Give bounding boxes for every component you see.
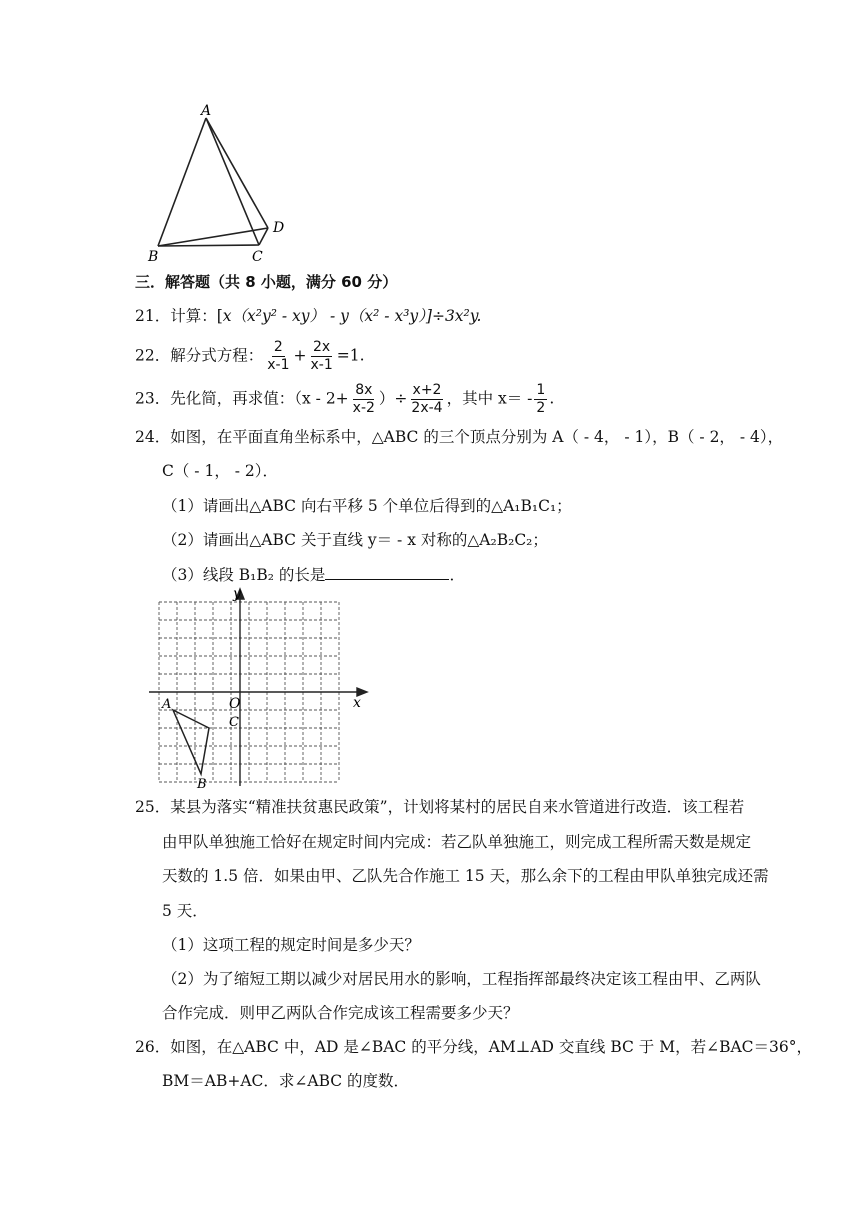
edge-ab (158, 118, 206, 246)
label-c: C (229, 715, 239, 730)
q25-sub-1: （1）这项工程的规定时间是多少天？ (162, 936, 420, 954)
edge-bc (158, 245, 259, 246)
question-22 (135, 339, 365, 374)
answer-blank[interactable] (325, 564, 449, 580)
label-o: O (229, 696, 241, 712)
q26-text-2: BM＝AB+AC．求∠ABC 的度数． (162, 1072, 410, 1090)
coordinate-grid-figure (145, 586, 373, 790)
q23-number: 23． (135, 389, 171, 408)
q23-fraction-2: $\frac{x+2}{2x-4}$ (411, 382, 443, 416)
q25-text-1: 某县为落实“精准扶贫惠民政策”，计划将某村的居民自来水管道进行改造．该工程若 (170, 798, 745, 816)
q21-expression: x（x²y² - xy） - y（x² - x³y）]÷3x²y. (222, 307, 482, 325)
label-b: B (197, 777, 207, 790)
edge-ad (206, 118, 268, 228)
q23-end: . (549, 389, 555, 408)
axes (149, 589, 367, 786)
q22-prefix: 解分式方程： (170, 346, 264, 365)
q25-sub-2a: （2）为了缩短工期以减少对居民用水的影响，工程指挥部最终决定该工程由甲、乙两队 (162, 970, 761, 988)
q25-text-2: 由甲队单独施工恰好在规定时间内完成：若乙队单独施工，则完成工程所需天数是规定 (162, 833, 752, 851)
q24-sub-3 (162, 564, 465, 585)
q23-mid: ）÷ (378, 389, 408, 408)
q24-text-2: C（ - 1， - 2）． (162, 462, 279, 480)
label-y: y (233, 586, 241, 602)
label-x: x (353, 695, 361, 711)
edge-cd (259, 228, 268, 245)
label-c: C (252, 249, 263, 265)
label-b: B (148, 249, 159, 265)
q24-sub-1: （1）请画出△ABC 向右平移 5 个单位后得到的△A₁B₁C₁； (162, 497, 572, 515)
q23-fraction-3: $\frac{1}{2}$ (536, 382, 546, 416)
q22-number: 22． (135, 346, 171, 365)
q23-fraction-1: $\frac{8x}{x-2}$ (352, 382, 375, 416)
q22-fraction-2: $\frac{2x}{x-1}$ (310, 339, 333, 373)
q25-number: 25． (135, 798, 171, 816)
question-26-line-1 (135, 1037, 812, 1057)
label-d: D (273, 220, 285, 236)
q26-number: 26． (135, 1038, 171, 1056)
q24-sub-3-prefix: （3）线段 B₁B₂ 的长是 (162, 566, 326, 584)
label-a: A (201, 103, 212, 119)
q23-prefix: 先化简，再求值：（x - 2+ (170, 389, 349, 408)
q25-text-3: 天数的 1.5 倍．如果由甲、乙队先合作施工 15 天，那么余下的工程由甲队单独完成还需 (162, 867, 769, 885)
triangle-figure (140, 98, 300, 268)
q22-plus: + (293, 346, 307, 365)
q24-text-1: 如图，在平面直角坐标系中，△ABC 的三个顶点分别为 A（ - 4， - 1），B（ - 2， - 4）， (170, 428, 784, 446)
question-25-line-1 (135, 797, 744, 817)
q25-sub-2b: 合作完成．则甲乙两队合作完成该工程需要多少天？ (162, 1004, 519, 1022)
question-24-line-1 (135, 427, 783, 447)
question-23 (135, 382, 554, 417)
label-a: A (162, 697, 172, 712)
question-21 (135, 306, 481, 326)
q25-text-4: 5 天． (162, 902, 208, 920)
q24-sub-2: （2）请画出△ABC 关于直线 y＝ - x 对称的△A₂B₂C₂； (162, 531, 548, 549)
q22-suffix: =1. (336, 346, 365, 365)
section-title: 三．解答题（共 8 小题，满分 60 分） (135, 273, 398, 291)
edge-bd (158, 228, 268, 246)
q23-condition: ，其中 x＝ - (446, 389, 533, 408)
q26-text-1: 如图，在△ABC 中，AD 是∠BAC 的平分线，AM⊥AD 交直线 BC 于 M，若∠BAC＝36°， (170, 1038, 813, 1056)
q21-prefix: 计算：[ (170, 307, 223, 325)
q24-number: 24． (135, 428, 171, 446)
q21-number: 21． (135, 307, 171, 325)
q24-sub-3-suffix: ． (449, 566, 465, 584)
q22-fraction-1: $\frac{2}{x-1}$ (267, 339, 290, 373)
edge-ac (206, 118, 259, 245)
